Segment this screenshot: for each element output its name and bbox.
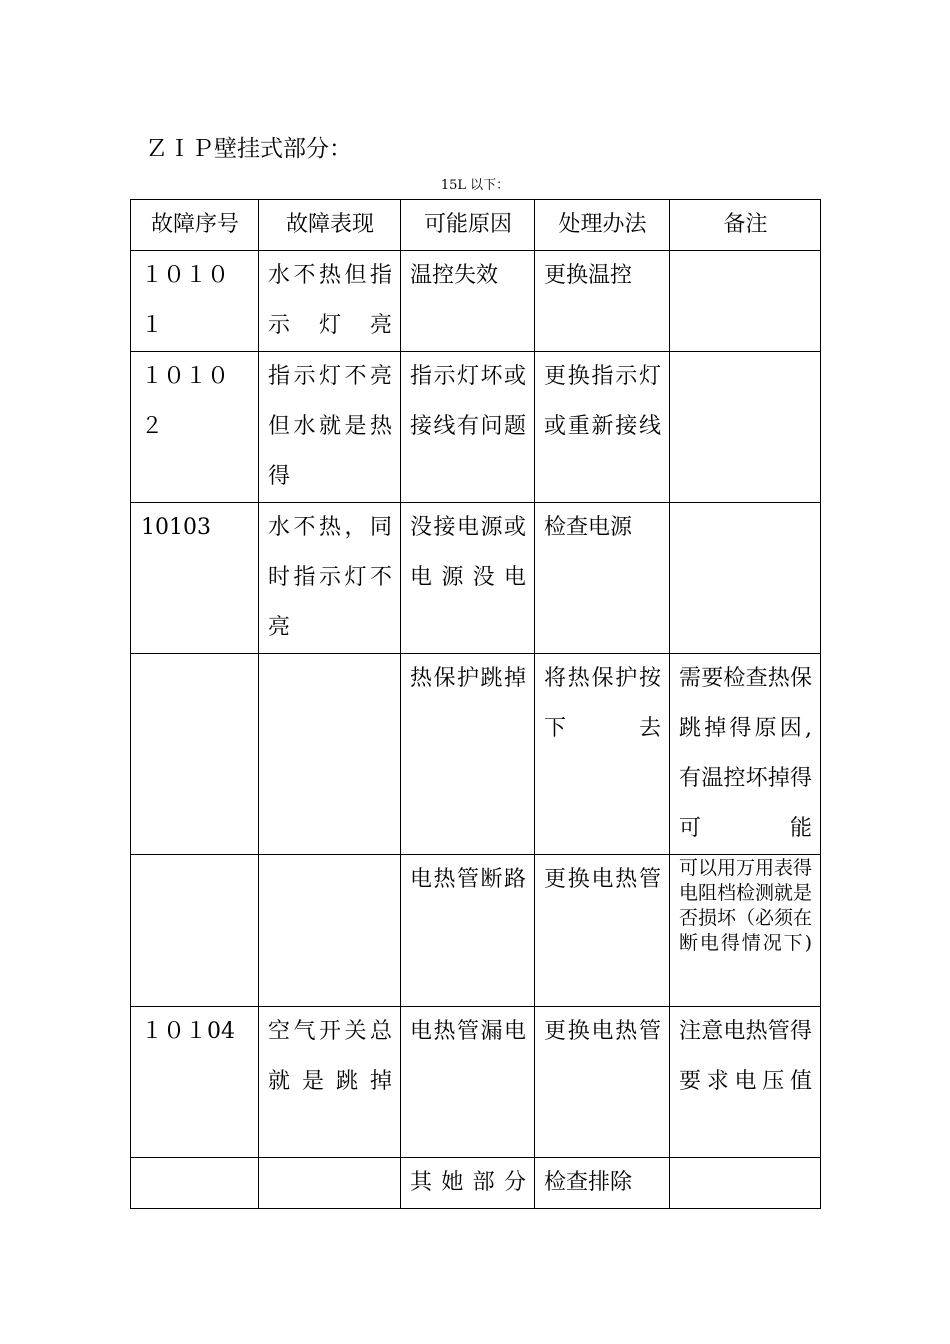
cell-solution: 检查排除: [535, 1158, 670, 1209]
cell-solution: 更换电热管: [535, 855, 670, 1007]
cell-cause: 没接电源或电源没电: [401, 503, 535, 654]
cell-symptom: [259, 1158, 401, 1209]
cell-remarks: [670, 352, 821, 503]
cell-remarks: 需要检查热保跳掉得原因,有温控坏掉得可能: [670, 654, 821, 855]
cell-remarks: 注意电热管得要求电压值: [670, 1007, 821, 1158]
cell-fault-id: [131, 855, 259, 1007]
cell-fault-id: [131, 654, 259, 855]
cell-symptom: [259, 855, 401, 1007]
header-fault-id: 故障序号: [131, 200, 259, 251]
cell-symptom: 指示灯不亮但水就是热得: [259, 352, 401, 503]
header-cause: 可能原因: [401, 200, 535, 251]
cell-cause: 指示灯坏或接线有问题: [401, 352, 535, 503]
cell-cause: 其她部分: [401, 1158, 535, 1209]
cell-fault-id: [131, 1158, 259, 1209]
table-row: [131, 352, 821, 503]
cell-remarks: 可以用万用表得电阻档检测就是否损坏（必须在断电得情况下): [670, 855, 821, 1007]
cell-remarks: [670, 251, 821, 352]
table-row: [131, 1158, 821, 1209]
table-row: [131, 503, 821, 654]
cell-cause: 电热管断路: [401, 855, 535, 1007]
section-subtitle: 15L 以下：: [440, 178, 510, 193]
header-solution: 处理办法: [535, 200, 670, 251]
header-remarks: 备注: [670, 200, 821, 251]
cell-cause: 电热管漏电: [401, 1007, 535, 1158]
table-row: [131, 251, 821, 352]
cell-fault-id: １０１０２: [131, 352, 259, 503]
fault-table: [130, 199, 821, 1209]
cell-solution: 更换温控: [535, 251, 670, 352]
cell-solution: 更换指示灯或重新接线: [535, 352, 670, 503]
cell-symptom: 空气开关总就是跳掉: [259, 1007, 401, 1158]
cell-symptom: [259, 654, 401, 855]
cell-cause: 温控失效: [401, 251, 535, 352]
cell-solution: 更换电热管: [535, 1007, 670, 1158]
cell-fault-id: １０１０１: [131, 251, 259, 352]
cell-solution: 检查电源: [535, 503, 670, 654]
cell-fault-id: １０１04: [131, 1007, 259, 1158]
table-row: [131, 654, 821, 855]
table-row: [131, 1007, 821, 1158]
table-header-row: [131, 200, 821, 251]
cell-solution: 将热保护按下去: [535, 654, 670, 855]
header-symptom: 故障表现: [259, 200, 401, 251]
cell-symptom: 水不热，同时指示灯不亮: [259, 503, 401, 654]
cell-remarks: [670, 503, 821, 654]
cell-symptom: 水不热但指示灯亮: [259, 251, 401, 352]
cell-remarks: [670, 1158, 821, 1209]
cell-cause: 热保护跳掉: [401, 654, 535, 855]
cell-fault-id: 10103: [131, 503, 259, 654]
table-row: [131, 855, 821, 1007]
section-title: ＺＩＰ壁挂式部分：: [145, 136, 352, 162]
